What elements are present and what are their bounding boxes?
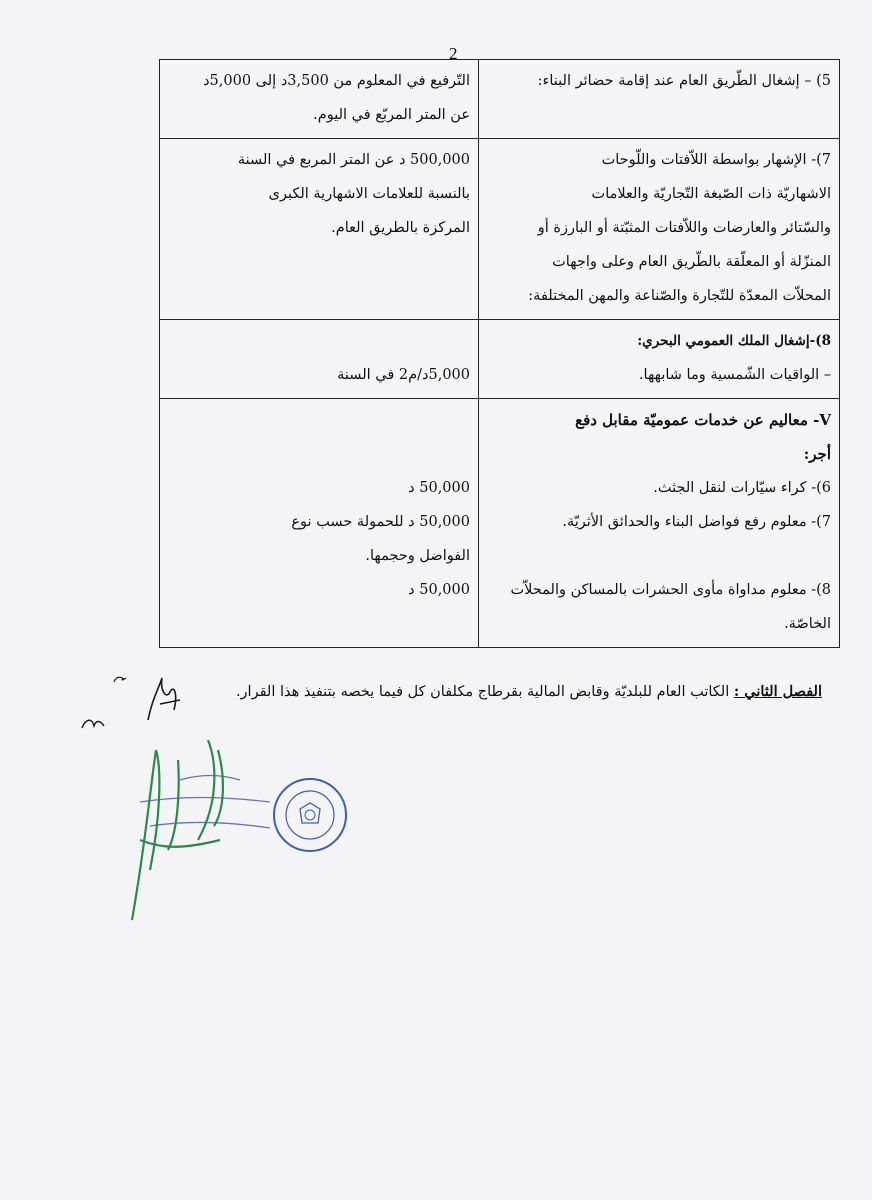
fee-line: الفواضل وحجمها. bbox=[365, 548, 470, 564]
item-line: – الواقيات الشّمسية وما شابهها. bbox=[638, 367, 831, 383]
item-heading: 8)-إشغال الملك العمومي البحري: bbox=[637, 333, 831, 349]
fee-line: 5,000د/م2 في السنة bbox=[337, 367, 470, 383]
fee-line: عن المتر المربّع في اليوم. bbox=[313, 107, 470, 123]
initials-signature bbox=[140, 670, 190, 730]
fee-line: المركزة بالطريق العام. bbox=[331, 220, 470, 236]
section-heading: V- معاليم عن خدمات عموميّة مقابل دفع bbox=[575, 411, 831, 429]
table-row bbox=[160, 320, 840, 399]
fee-cell bbox=[160, 320, 479, 399]
table-row bbox=[160, 399, 840, 648]
margin-mark bbox=[78, 708, 108, 738]
fee-cell bbox=[160, 60, 479, 139]
fee-cell bbox=[160, 139, 479, 320]
margin-mark bbox=[110, 672, 130, 686]
page-number: 2 bbox=[449, 44, 458, 63]
fee-line: بالنسبة للعلامات الاشهارية الكبرى bbox=[268, 186, 470, 202]
fees-table bbox=[159, 59, 840, 648]
item-line: 8)- معلوم مداواة مأوى الحشرات بالمساكن والمحلاّت bbox=[510, 582, 831, 598]
item-cell bbox=[479, 320, 840, 399]
table-row bbox=[160, 60, 840, 139]
item-line: المحلاّت المعدّة للتّجارة والصّناعة والمهن المختلفة: bbox=[528, 288, 831, 304]
fee-line: 50,000 د bbox=[408, 480, 470, 496]
article-two bbox=[122, 683, 822, 700]
official-seal bbox=[270, 775, 350, 855]
section-heading: أجر: bbox=[803, 445, 831, 463]
fee-line: التّرفيع في المعلوم من 3,500د إلى 5,000د bbox=[203, 73, 470, 89]
item-cell bbox=[479, 60, 840, 139]
fee-line: 50,000 د bbox=[408, 582, 470, 598]
item-line: الاشهاريّة ذات الصّبغة التّجاريّة والعلامات bbox=[591, 186, 831, 202]
table-row bbox=[160, 139, 840, 320]
item-line: 7)- الإشهار بواسطة اللاّفتات واللّوحات bbox=[601, 152, 831, 168]
fee-line: 50,000 د للحمولة حسب نوع bbox=[291, 514, 470, 530]
item-cell bbox=[479, 399, 840, 648]
item-line: المنزّلة أو المعلّقة بالطّريق العام وعلى واجهات bbox=[552, 254, 831, 270]
article-text: الكاتب العام للبلديّة وقابض المالية بقرطاج مكلفان كل فيما يخصه بتنفيذ هذا القرار. bbox=[235, 684, 730, 700]
item-line: 5) – إشغال الطّريق العام عند إقامة حضائر البناء: bbox=[537, 73, 831, 89]
item-line: 6)- كراء سيّارات لنقل الجثث. bbox=[653, 480, 831, 496]
item-line: الخاصّة. bbox=[784, 616, 831, 632]
item-line: والسّتائر والعارضات واللاّفتات المثبّتة أو البارزة أو bbox=[537, 220, 831, 236]
fee-line: 500,000 د عن المتر المربع في السنة bbox=[237, 152, 470, 168]
article-label: الفصل الثاني : bbox=[733, 683, 822, 700]
fee-cell bbox=[160, 399, 479, 648]
item-cell bbox=[479, 139, 840, 320]
item-line: 7)- معلوم رفع فواضل البناء والحدائق الأثريّة. bbox=[562, 514, 831, 530]
